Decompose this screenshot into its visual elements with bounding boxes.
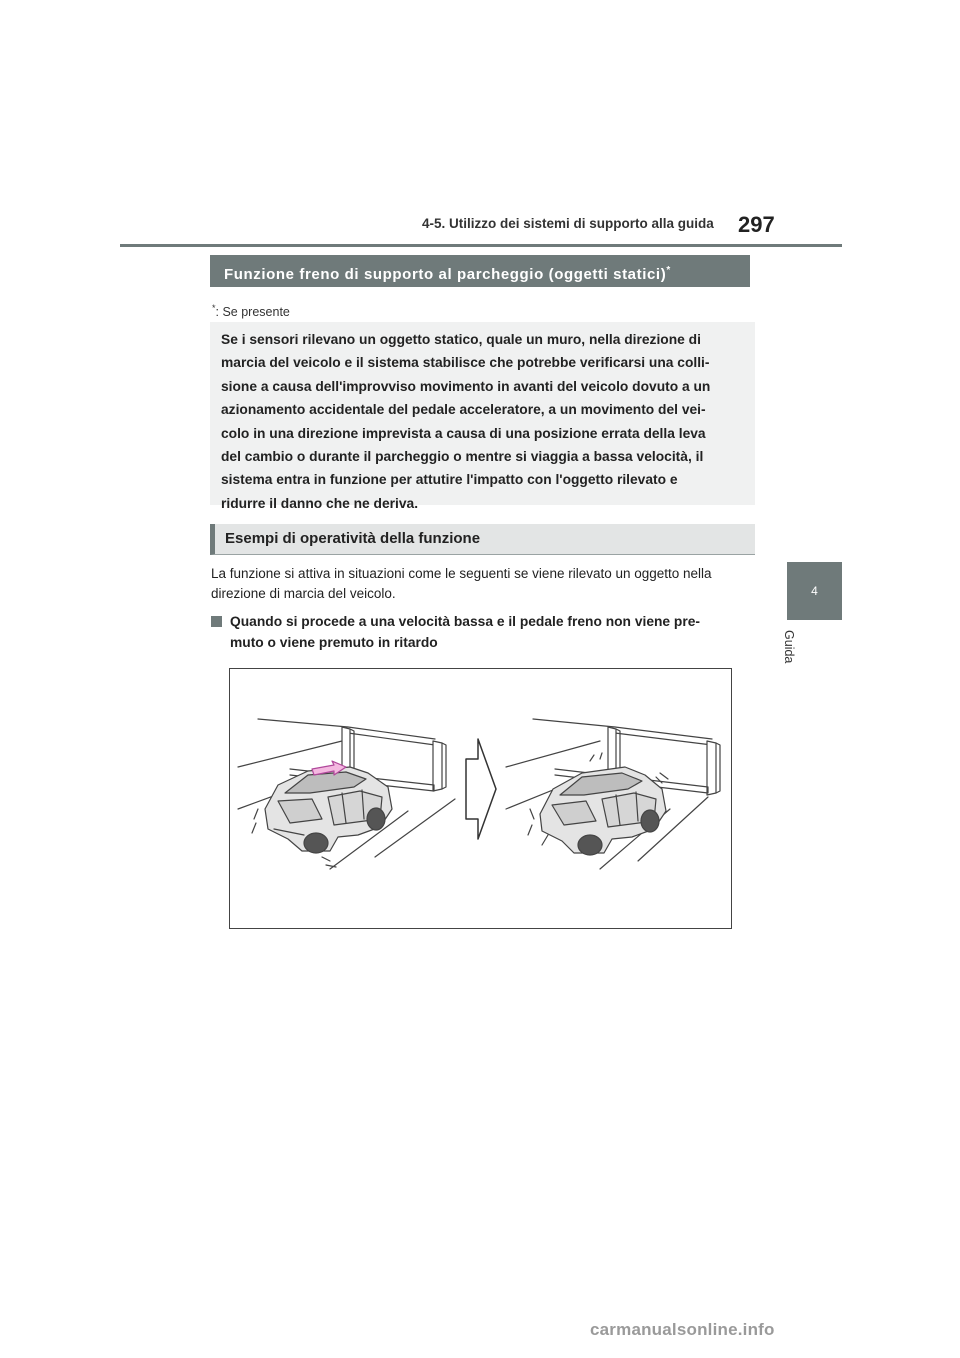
info-line: del cambio o durante il parcheggio o mentre si viaggia a bassa velocità, il [221,449,704,465]
chapter-tab-label: Guida [782,630,796,664]
info-line: colo in una direzione imprevista a causa di una posizione errata della leva [221,425,706,441]
left-scene [238,719,455,869]
right-scene [506,719,720,869]
square-bullet-icon [211,616,222,627]
section-title: Funzione freno di supporto al parcheggio (oggetti statici) [224,266,667,283]
header-rule [120,244,842,247]
footnote [212,303,290,319]
info-line: marcia del veicolo e il sistema stabilisce che potrebbe verificarsi una colli- [221,355,710,371]
section-title-bar [210,255,750,287]
subsection-title: Esempi di operatività della funzione [210,524,755,555]
section-label: 4-5. Utilizzo dei sistemi di supporto alla guida [422,216,714,231]
body-paragraph [211,564,751,604]
title-footnote-marker: * [666,265,671,276]
parking-illustration [230,669,731,928]
info-box [210,322,755,511]
page-number: 297 [738,212,775,237]
body-line: direzione di marcia del veicolo. [211,586,396,601]
watermark: carmanualsonline.info [590,1320,775,1339]
bullet-line: Quando si procede a una velocità bassa e il pedale freno non viene pre- [230,614,700,629]
info-line: Se i sensori rilevano un oggetto statico, quale un muro, nella direzione di [221,332,701,347]
bullet-line: muto o viene premuto in ritardo [230,635,438,650]
body-line: La funzione si attiva in situazioni come le seguenti se viene rilevato un oggetto nella [211,566,712,581]
footnote-text: : Se presente [215,305,290,320]
info-line: sione a causa dell'improvviso movimento in avanti del veicolo dovuto a un [221,378,711,394]
footnote-marker: * [212,303,216,313]
chapter-number: 4 [811,584,818,598]
bullet-item [211,611,751,653]
info-line: sistema entra in funzione per attutire l'impatto con l'oggetto rilevato e [221,472,678,488]
illustration-frame [229,668,732,929]
chapter-tab [787,562,842,620]
info-line: ridurre il danno che ne deriva. [221,495,419,511]
info-line: azionamento accidentale del pedale acceleratore, a un movimento del vei- [221,402,706,418]
arrow-right-icon [466,739,496,839]
